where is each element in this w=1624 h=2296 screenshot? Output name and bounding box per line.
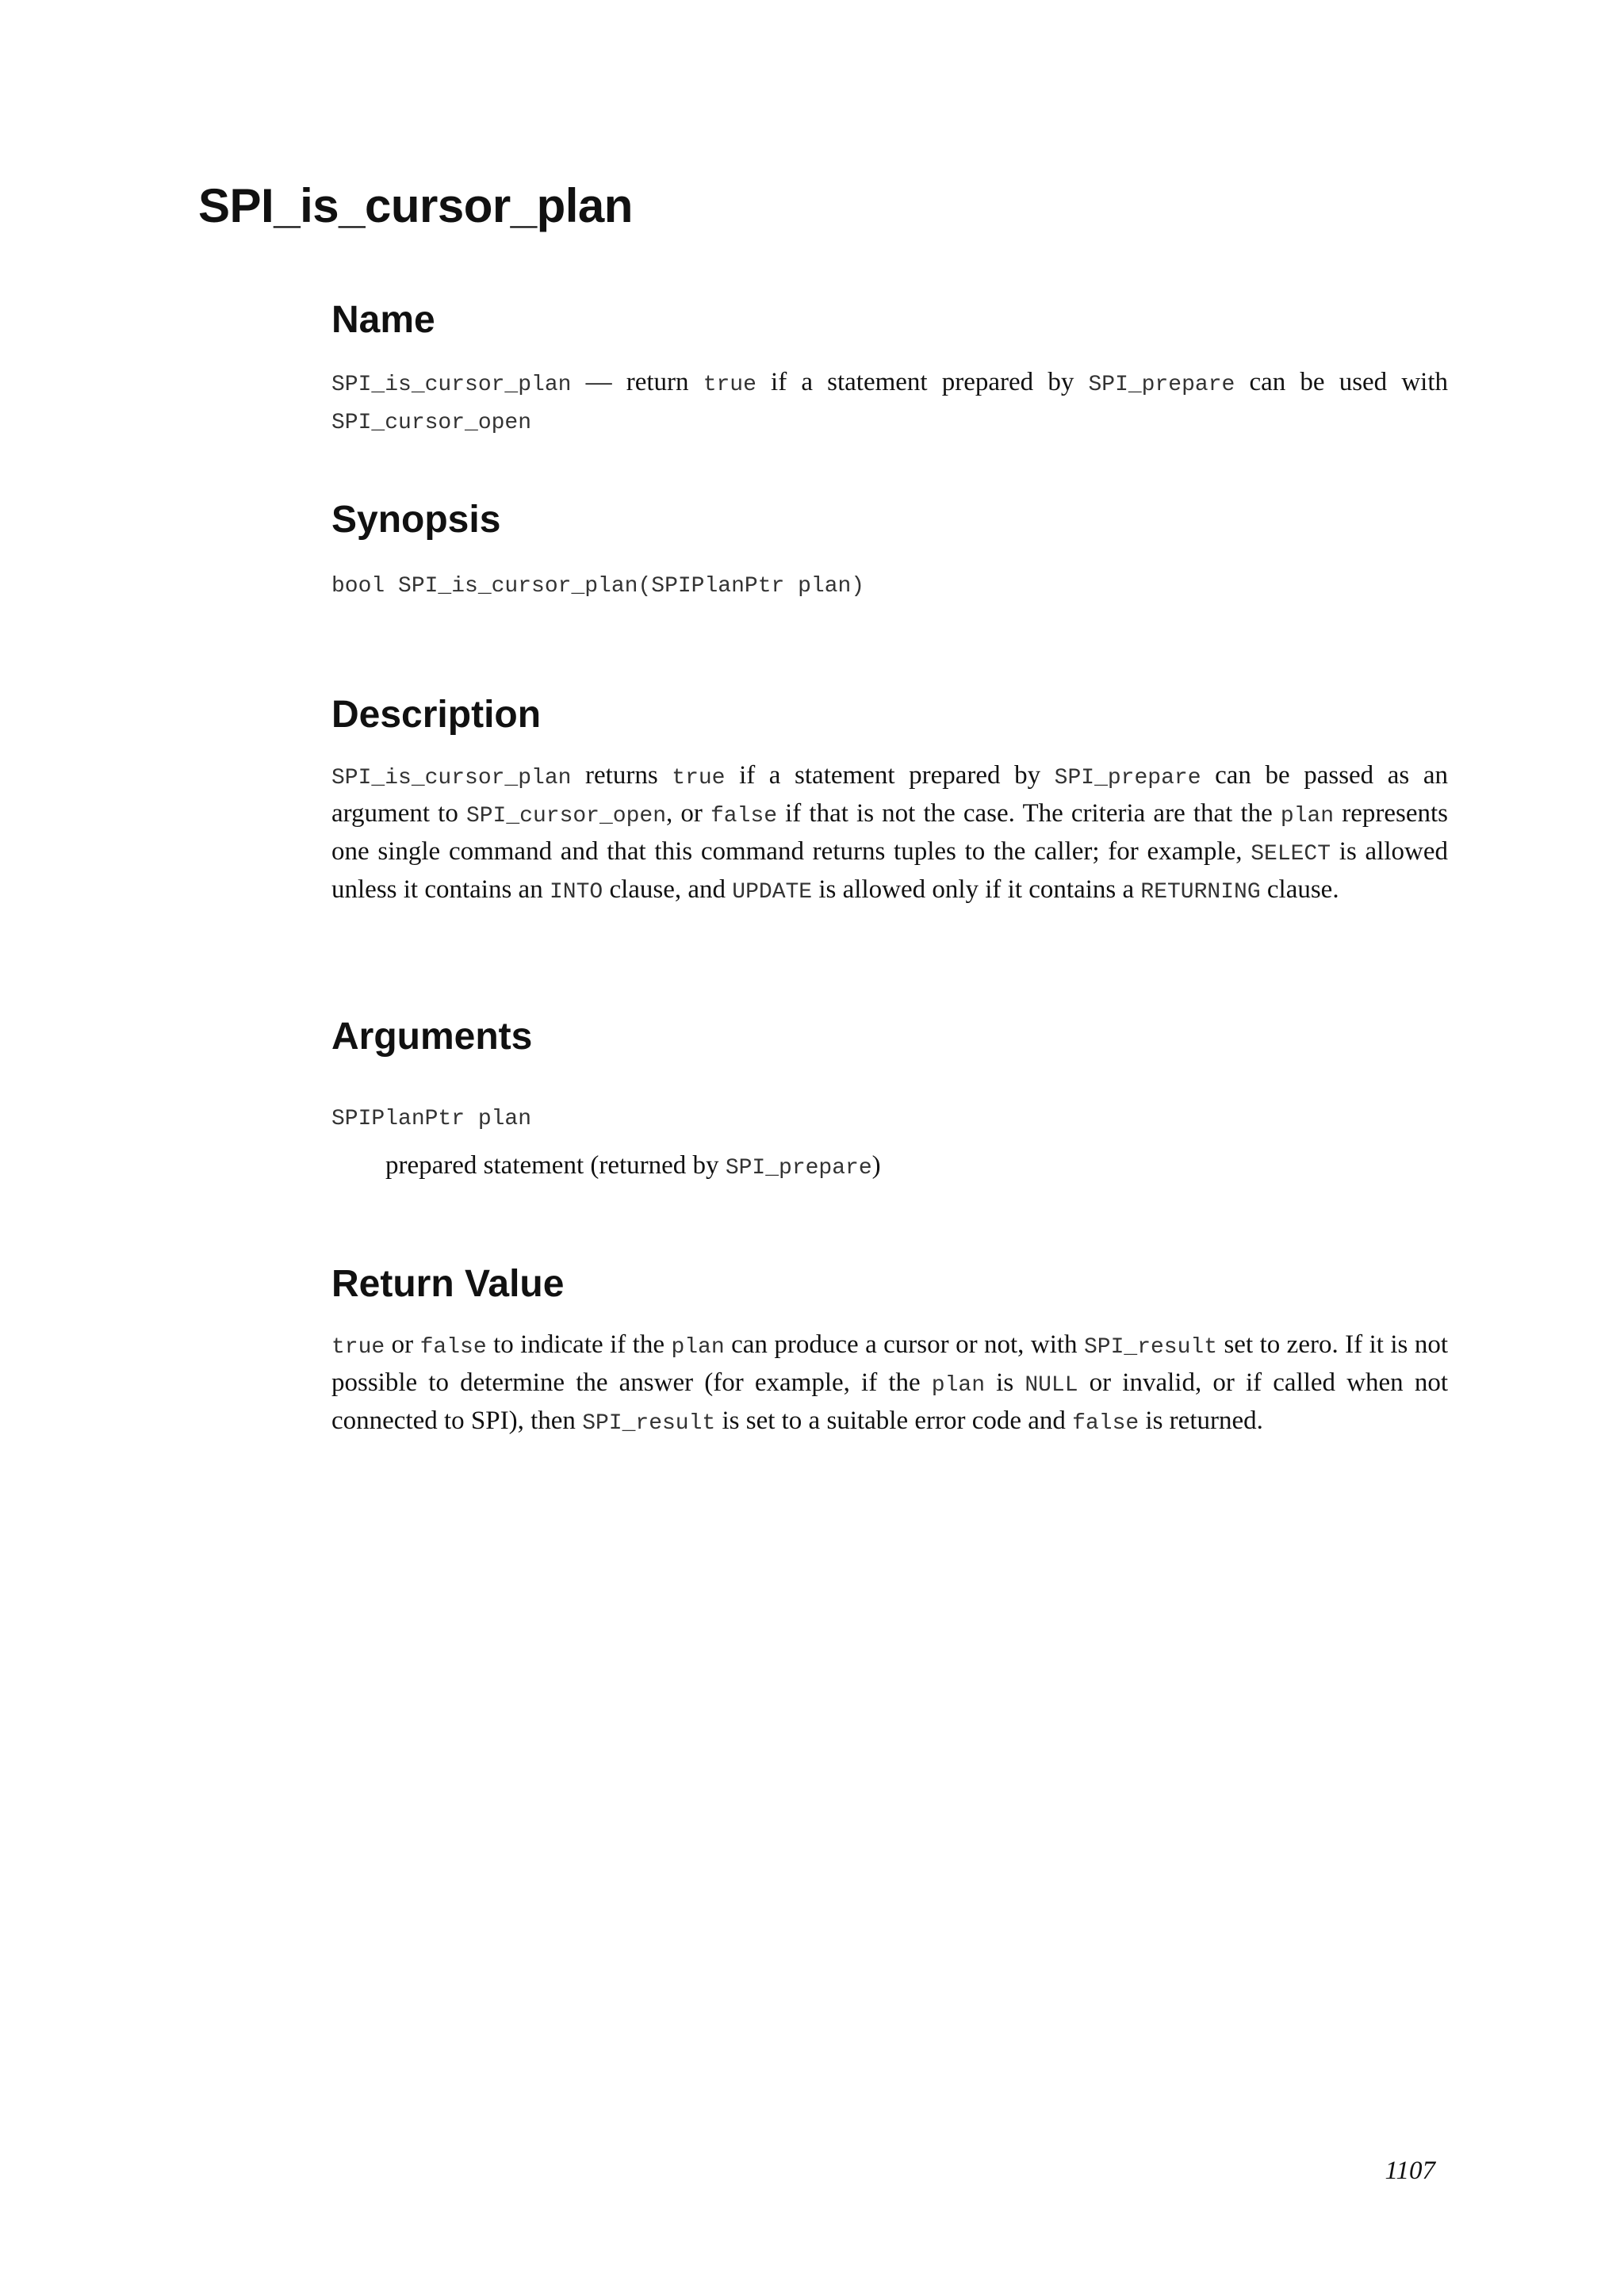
code-spi-prepare: SPI_prepare xyxy=(725,1156,872,1181)
code-true: true xyxy=(703,373,756,397)
desc-text: if that is not the case. The criteria are that the xyxy=(777,799,1281,828)
page-number: 1107 xyxy=(1385,2156,1435,2185)
code-returning: RETURNING xyxy=(1140,880,1261,905)
function-name: SPI_is_cursor_plan xyxy=(331,373,572,397)
code-true: true xyxy=(331,1335,385,1360)
name-text-2: if a statement prepared by xyxy=(756,368,1089,396)
desc-text: clause. xyxy=(1260,875,1339,904)
ret-text: or xyxy=(385,1330,420,1359)
code-plan: plan xyxy=(1280,804,1335,828)
synopsis-code: bool SPI_is_cursor_plan(SPIPlanPtr plan) xyxy=(331,574,865,599)
ret-text: can produce a cursor or not, with xyxy=(724,1330,1084,1359)
desc-text: if a statement prepared by xyxy=(725,761,1055,790)
return-value-heading: Return Value xyxy=(331,1263,565,1305)
synopsis-heading: Synopsis xyxy=(331,499,501,541)
desc-text: clause, and xyxy=(603,875,733,904)
name-paragraph xyxy=(331,365,1448,441)
desc-text: can be passed as an argument to xyxy=(331,761,1448,828)
return-value-paragraph xyxy=(331,1327,1448,1441)
name-heading: Name xyxy=(331,299,435,341)
code-spi-prepare: SPI_prepare xyxy=(1088,373,1235,397)
desc-text: represents one single command and that this command returns tuples to the caller; for example, xyxy=(331,799,1449,866)
arguments-heading: Arguments xyxy=(331,1016,533,1058)
code-true: true xyxy=(672,766,726,790)
name-text-1: — return xyxy=(571,368,703,396)
code-false: false xyxy=(710,804,778,828)
code-false: false xyxy=(419,1335,487,1360)
name-text-3: can be used with xyxy=(1235,368,1448,396)
code-plan: plan xyxy=(931,1373,986,1398)
code-spi-cursor-open: SPI_cursor_open xyxy=(331,411,532,435)
code-spi-prepare: SPI_prepare xyxy=(1054,766,1201,790)
ret-text: or invalid, or if called when not connected to SPI), then xyxy=(331,1368,1448,1435)
code-spi-cursor-open: SPI_cursor_open xyxy=(465,804,666,828)
code-null: NULL xyxy=(1025,1373,1078,1398)
code-false: false xyxy=(1072,1411,1139,1436)
arg-def-text: prepared statement (returned by xyxy=(385,1151,726,1180)
description-paragraph xyxy=(331,758,1448,910)
desc-text: is allowed unless it contains an xyxy=(331,837,1448,904)
code-spi-result: SPI_result xyxy=(582,1411,716,1436)
ret-text: is returned. xyxy=(1139,1406,1263,1435)
code-select: SELECT xyxy=(1251,842,1331,867)
argument-term: SPIPlanPtr plan xyxy=(331,1107,532,1131)
description-heading: Description xyxy=(331,694,542,736)
desc-text: , or xyxy=(666,799,710,828)
function-name: SPI_is_cursor_plan xyxy=(331,766,572,790)
page-title: SPI_is_cursor_plan xyxy=(198,179,633,232)
ret-text: set to zero. If it is not possible to determine the answer (for example, if the xyxy=(331,1330,1448,1397)
ret-text: is xyxy=(985,1368,1025,1397)
code-plan: plan xyxy=(671,1335,725,1360)
arg-def-text: ) xyxy=(871,1151,881,1180)
desc-text: returns xyxy=(571,761,672,790)
code-update: UPDATE xyxy=(732,880,813,905)
argument-definition xyxy=(385,1148,881,1186)
ret-text: to indicate if the xyxy=(486,1330,672,1359)
code-into: INTO xyxy=(549,880,603,905)
desc-text: is allowed only if it contains a xyxy=(812,875,1141,904)
code-spi-result: SPI_result xyxy=(1083,1335,1218,1360)
ret-text: is set to a suitable error code and xyxy=(715,1406,1073,1435)
